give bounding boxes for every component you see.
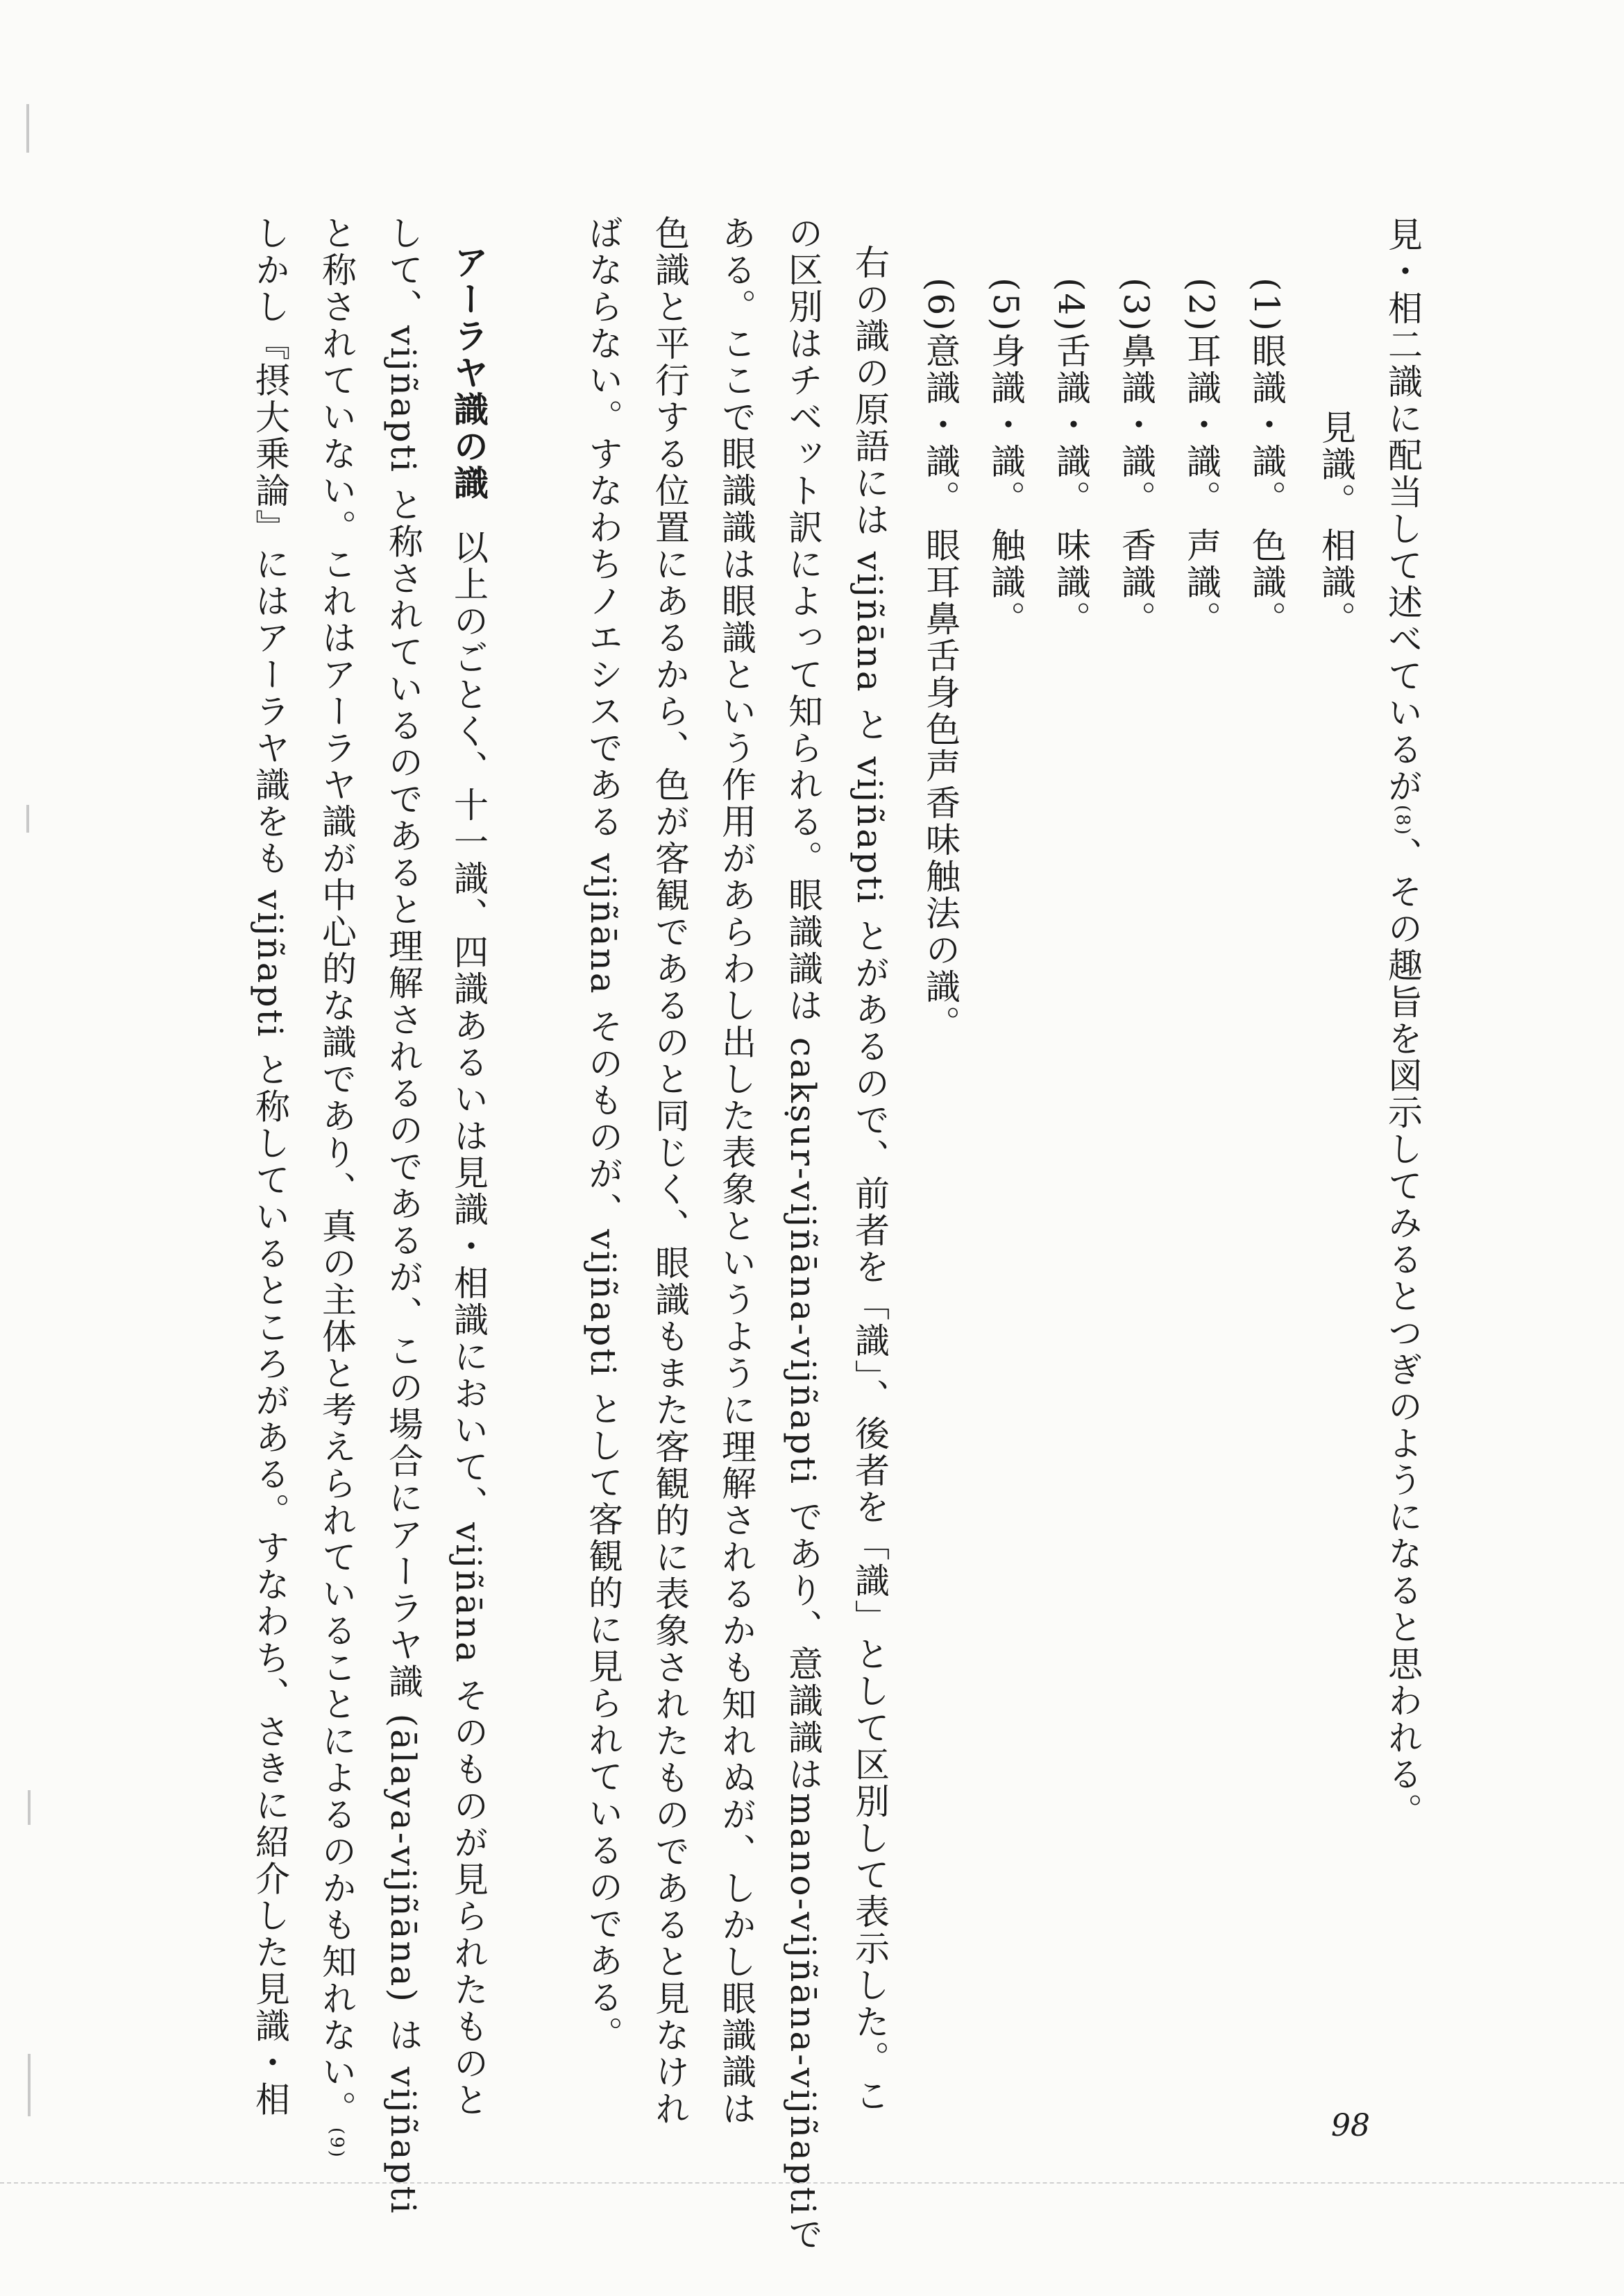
section-line-3 <box>316 215 357 2159</box>
chart-row-4-right: 味識。 <box>1051 527 1091 638</box>
section-text-3: と称されていない。これはアーラヤ識が中心的な識であり、真の主体と考えられていることによるのかも知れない。 <box>316 215 357 2127</box>
section-heading: アーラヤ識の識 <box>448 244 489 502</box>
chart-row-3-right: 香識。 <box>1116 527 1156 638</box>
bottom-rule <box>0 2182 1624 2184</box>
chart-row-2-left: (2)耳識・識。 <box>1181 278 1221 517</box>
section-first-line <box>448 244 489 2119</box>
scan-mark <box>26 104 29 153</box>
section-text-1: 以上のごとく、十一識、四識あるいは見識・相識において、vijñāna そのものが見られたものと <box>448 529 489 2119</box>
chart-header-right: 相識。 <box>1316 527 1356 638</box>
intro-text-b: 、その趣旨を図示してみるとつぎのようになると思われる。 <box>1382 836 1423 1830</box>
scan-mark <box>28 1790 31 1825</box>
chart-row-1-left: (1)眼識・識。 <box>1246 278 1287 517</box>
section-line-2: して、vijñapti と称されているのであると理解されるのであるが、この場合にアーラヤ識 (ālaya-vijñāna) は vijñapti <box>383 215 423 2216</box>
page-number: 98 <box>1331 2108 1370 2143</box>
chart-row-6-left: (6)意識・識。 <box>920 278 961 517</box>
body-line-5: ばならない。すなわちノエシスである vijñāna そのものが、vijñapti として客観的に見られているのである。 <box>583 215 623 2053</box>
chart-row-5-left: (5)身識・識。 <box>986 278 1026 517</box>
chart-header-left: 見識。 <box>1316 409 1356 520</box>
intro-line <box>1382 216 1423 1830</box>
footnote-ref-9: (9) <box>326 2127 347 2159</box>
chart-row-4-left: (4)舌識・識。 <box>1051 278 1091 517</box>
body-line-2: の区別はチベット訳によって知られる。眼識識は cakṣur-vijñāna-vijñapti であり、意識識はmano-vijñāna-vijñaptiで <box>783 215 823 2253</box>
chart-row-3-left: (3)鼻識・識。 <box>1116 278 1156 517</box>
scan-mark <box>26 805 29 833</box>
body-line-3: ある。ここで眼識識は眼識という作用があらわし出した表象というように理解されるかも知れぬが、しかし眼識識は <box>716 215 756 2127</box>
body-line-4: 色識と平行する位置にあるから、色が客観であるのと同じく、眼識もまた客観的に表象されたものであると見なけれ <box>650 215 690 2127</box>
chart-row-1-right: 色識。 <box>1246 527 1287 638</box>
chart-row-2-right: 声識。 <box>1181 527 1221 638</box>
footnote-ref-8: (8) <box>1392 805 1413 837</box>
chart-row-6-right: 眼耳鼻舌身色声香味触法の識。 <box>920 527 961 1042</box>
body-line-1: 右の識の原語には vijñāna と vijñapti とがあるので、前者を「識」、後者を「識」として区別して表示した。こ <box>849 244 890 2115</box>
chart-row-5-right: 触識。 <box>986 527 1026 638</box>
scan-mark <box>28 2054 31 2116</box>
intro-text-a: 見・相二識に配当して述べているが <box>1382 216 1423 805</box>
section-line-4: しかし『摂大乗論』にはアーラヤ識をも vijñapti と称しているところがある。すなわち、さきに紹介した見識・相 <box>250 215 290 2118</box>
